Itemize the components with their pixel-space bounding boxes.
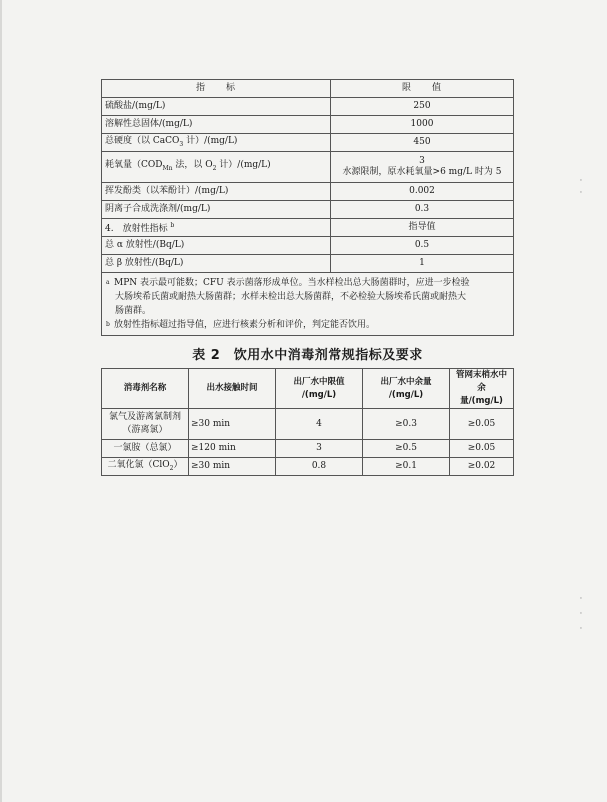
contact-time: ≥30 min (189, 409, 276, 440)
indicator-name: 总硬度（以 CaCO$_3$ 计）/(mg/L) (102, 134, 331, 152)
factory-residual: ≥0.5 (363, 440, 450, 458)
indicator-name: 总 α 放射性/(Bq/L) (102, 237, 331, 255)
header-factory-limit: 出厂水中限值 /(mg/L) (276, 369, 363, 409)
indicator-name: 阴离子合成洗涤剂/(mg/L) (102, 201, 331, 219)
limit-value: 1 (331, 255, 514, 273)
factory-residual: ≥0.1 (363, 458, 450, 476)
table-header-row (102, 369, 514, 409)
margin-mark: ' (580, 626, 582, 634)
limit-note: 水源限制，原水耗氧量>6 mg/L 时为 5 (342, 167, 502, 177)
indicator-name: 总 β 放射性/(Bq/L) (102, 255, 331, 273)
table-footnotes: a MPN 表示最可能数；CFU 表示菌落形成单位。当水样检出总大肠菌群时，应进一步检验 大肠埃希氏菌或耐热大肠菌群；水样未检出总大肠菌群，不必检验大肠埃希氏菌或耐热大 肠菌群。 b 放射性指标超过指导值，应进行核素分析和评价，判定能否饮用。 (102, 273, 514, 336)
indicator-name: 挥发酚类（以苯酚计）/(mg/L) (102, 183, 331, 201)
limit-value: 450 (331, 134, 514, 152)
factory-limit: 0.8 (276, 458, 363, 476)
limit-value: 250 (331, 98, 514, 116)
indicator-name: 硫酸盐/(mg/L) (102, 98, 331, 116)
network-residual: ≥0.05 (450, 440, 514, 458)
header-indicator: 指 标 (102, 80, 331, 98)
disinfectant-name: 二氧化氯（ClO$_2$） (102, 458, 189, 476)
footnote-row (102, 273, 514, 336)
limit-value: 1000 (331, 116, 514, 134)
header-factory-residual: 出厂水中余量 /(mg/L) (363, 369, 450, 409)
disinfectant-indicators-table (101, 368, 514, 476)
table-row (102, 98, 514, 116)
limit-value: 指导值 (331, 219, 514, 237)
header-contact-time: 出水接触时间 (189, 369, 276, 409)
table-row (102, 255, 514, 273)
table2-title: 表 2 饮用水中消毒剂常规指标及要求 (192, 348, 423, 363)
table-row (102, 409, 514, 440)
footnote-b: b 放射性指标超过指导值，应进行核素分析和评价，判定能否饮用。 (106, 320, 376, 330)
table-header-row (102, 80, 514, 98)
factory-residual: ≥0.3 (363, 409, 450, 440)
table-row (102, 134, 514, 152)
table-row (102, 237, 514, 255)
table-row (102, 152, 514, 183)
limit-value: 0.5 (331, 237, 514, 255)
table-row (102, 201, 514, 219)
water-quality-limits-table (101, 79, 514, 336)
table-row (102, 116, 514, 134)
header-disinfectant-name: 消毒剂名称 (102, 369, 189, 409)
margin-mark: ' (580, 596, 582, 604)
indicator-name: 溶解性总固体/(mg/L) (102, 116, 331, 134)
margin-mark: ' (580, 190, 582, 198)
contact-time: ≥30 min (189, 458, 276, 476)
page-edge (0, 0, 2, 802)
factory-limit: 4 (276, 409, 363, 440)
factory-limit: 3 (276, 440, 363, 458)
header-limit: 限 值 (331, 80, 514, 98)
indicator-name: 耗氧量（$COD_{Mn}$ 法，以 $O_2$ 计）/(mg/L) (102, 152, 331, 183)
network-residual: ≥0.02 (450, 458, 514, 476)
margin-mark: ' (580, 178, 582, 186)
footnote-a: a MPN 表示最可能数；CFU 表示菌落形成单位。当水样检出总大肠菌群时，应进一步检验 (106, 278, 470, 288)
table-row (102, 458, 514, 476)
table-row (102, 219, 514, 237)
contact-time: ≥120 min (189, 440, 276, 458)
indicator-name: 4. 放射性指标 $^b$ (102, 219, 331, 237)
limit-value: 3 水源限制，原水耗氧量>6 mg/L 时为 5 (331, 152, 514, 183)
disinfectant-name: 一氯胺（总氯） (102, 440, 189, 458)
disinfectant-name: 氯气及游离氯制剂（游离氯） (102, 409, 189, 440)
limit-value: 0.3 (331, 201, 514, 219)
limit-value: 0.002 (331, 183, 514, 201)
table-row (102, 183, 514, 201)
header-network-residual: 管网末梢水中余 量/(mg/L) (450, 369, 514, 409)
margin-mark: ' (580, 611, 582, 619)
network-residual: ≥0.05 (450, 409, 514, 440)
table-row (102, 440, 514, 458)
